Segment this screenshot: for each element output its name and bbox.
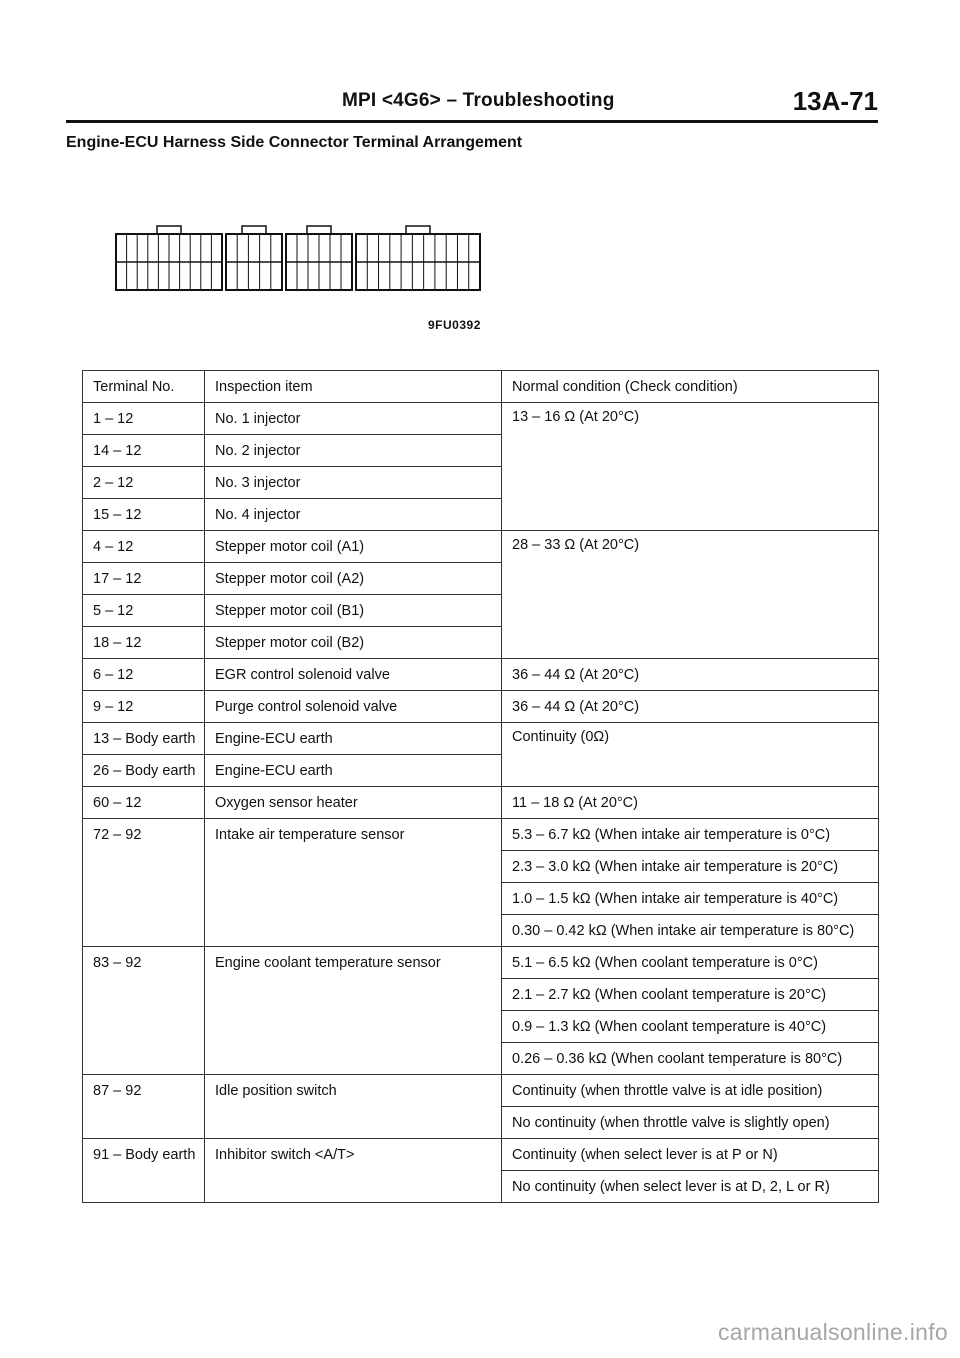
terminal-cell: 13 – Body earth	[83, 723, 205, 755]
item-cell: Engine coolant temperature sensor	[205, 947, 502, 979]
condition-cell: 11 – 18 Ω (At 20°C)	[502, 787, 879, 819]
connector-latch	[406, 226, 430, 234]
table-row	[83, 979, 879, 1011]
condition-cell: 0.26 – 0.36 kΩ (When coolant temperature is 80°C)	[502, 1043, 879, 1075]
table-row	[83, 531, 879, 563]
header-inspection-item: Inspection item	[205, 371, 502, 403]
condition-cell: Continuity (when throttle valve is at idle position)	[502, 1075, 879, 1107]
item-cell: No. 4 injector	[205, 499, 502, 531]
terminal-cell	[83, 1171, 205, 1203]
item-cell	[205, 1171, 502, 1203]
header-title: MPI <4G6> – Troubleshooting	[342, 90, 615, 111]
item-cell: No. 2 injector	[205, 435, 502, 467]
item-cell: EGR control solenoid valve	[205, 659, 502, 691]
table-row	[83, 403, 879, 435]
connector-latch	[242, 226, 266, 234]
condition-cell: 1.0 – 1.5 kΩ (When intake air temperature is 40°C)	[502, 883, 879, 915]
table-row	[83, 947, 879, 979]
condition-cell: 0.9 – 1.3 kΩ (When coolant temperature is 40°C)	[502, 1011, 879, 1043]
item-cell: Inhibitor switch <A/T>	[205, 1139, 502, 1171]
item-cell	[205, 915, 502, 947]
item-cell: No. 1 injector	[205, 403, 502, 435]
terminal-cell	[83, 979, 205, 1011]
table-row	[83, 1107, 879, 1139]
item-cell	[205, 979, 502, 1011]
terminal-cell: 17 – 12	[83, 563, 205, 595]
terminal-cell	[83, 883, 205, 915]
item-cell: Intake air temperature sensor	[205, 819, 502, 851]
table-row	[83, 819, 879, 851]
item-cell: Oxygen sensor heater	[205, 787, 502, 819]
condition-cell: 13 – 16 Ω (At 20°C)	[502, 403, 879, 531]
condition-cell: No continuity (when select lever is at D, 2, L or R)	[502, 1171, 879, 1203]
table-row	[83, 1075, 879, 1107]
header-terminal-no: Terminal No.	[83, 371, 205, 403]
figure-code: 9FU0392	[428, 318, 481, 332]
terminal-cell: 4 – 12	[83, 531, 205, 563]
table-header-row	[83, 371, 879, 403]
item-cell: Engine-ECU earth	[205, 723, 502, 755]
section-title: Engine-ECU Harness Side Connector Terminal Arrangement	[66, 134, 523, 151]
item-cell	[205, 851, 502, 883]
table-row	[83, 691, 879, 723]
item-cell	[205, 1043, 502, 1075]
terminal-cell: 15 – 12	[83, 499, 205, 531]
terminal-cell: 26 – Body earth	[83, 755, 205, 787]
terminal-cell	[83, 1011, 205, 1043]
item-cell: Stepper motor coil (B1)	[205, 595, 502, 627]
table-row	[83, 1171, 879, 1203]
item-cell: Stepper motor coil (B2)	[205, 627, 502, 659]
terminal-cell: 18 – 12	[83, 627, 205, 659]
terminal-cell	[83, 1107, 205, 1139]
connector-terminal-diagram	[114, 222, 484, 294]
condition-cell: No continuity (when throttle valve is slightly open)	[502, 1107, 879, 1139]
item-cell: Purge control solenoid valve	[205, 691, 502, 723]
watermark: carmanualsonline.info	[717, 1319, 948, 1345]
condition-cell: 36 – 44 Ω (At 20°C)	[502, 691, 879, 723]
terminal-cell: 91 – Body earth	[83, 1139, 205, 1171]
item-cell	[205, 883, 502, 915]
table-row	[83, 1011, 879, 1043]
terminal-cell	[83, 851, 205, 883]
terminal-cell: 9 – 12	[83, 691, 205, 723]
condition-cell: 5.3 – 6.7 kΩ (When intake air temperature is 0°C)	[502, 819, 879, 851]
inspection-table	[82, 370, 879, 1203]
table-row	[83, 659, 879, 691]
terminal-cell: 5 – 12	[83, 595, 205, 627]
item-cell: Engine-ECU earth	[205, 755, 502, 787]
terminal-cell: 60 – 12	[83, 787, 205, 819]
terminal-cell	[83, 1043, 205, 1075]
table-row	[83, 723, 879, 755]
terminal-cell: 2 – 12	[83, 467, 205, 499]
item-cell	[205, 1107, 502, 1139]
terminal-cell: 1 – 12	[83, 403, 205, 435]
page-header	[66, 86, 878, 123]
item-cell: Stepper motor coil (A1)	[205, 531, 502, 563]
item-cell	[205, 1011, 502, 1043]
item-cell: Stepper motor coil (A2)	[205, 563, 502, 595]
terminal-cell: 14 – 12	[83, 435, 205, 467]
condition-cell: Continuity (when select lever is at P or N)	[502, 1139, 879, 1171]
table-row	[83, 883, 879, 915]
header-normal-condition: Normal condition (Check condition)	[502, 371, 879, 403]
condition-cell: 5.1 – 6.5 kΩ (When coolant temperature is 0°C)	[502, 947, 879, 979]
table-row	[83, 851, 879, 883]
condition-cell: 0.30 – 0.42 kΩ (When intake air temperature is 80°C)	[502, 915, 879, 947]
table-row	[83, 1043, 879, 1075]
terminal-cell: 72 – 92	[83, 819, 205, 851]
connector-latch	[307, 226, 331, 234]
item-cell: Idle position switch	[205, 1075, 502, 1107]
condition-cell: Continuity (0Ω)	[502, 723, 879, 787]
condition-cell: 2.3 – 3.0 kΩ (When intake air temperature is 20°C)	[502, 851, 879, 883]
table-row	[83, 915, 879, 947]
page-number: 13A-71	[792, 86, 878, 116]
item-cell: No. 3 injector	[205, 467, 502, 499]
connector-latch	[157, 226, 181, 234]
table-row	[83, 787, 879, 819]
terminal-cell	[83, 915, 205, 947]
terminal-cell: 87 – 92	[83, 1075, 205, 1107]
table-row	[83, 1139, 879, 1171]
condition-cell: 36 – 44 Ω (At 20°C)	[502, 659, 879, 691]
condition-cell: 2.1 – 2.7 kΩ (When coolant temperature is 20°C)	[502, 979, 879, 1011]
condition-cell: 28 – 33 Ω (At 20°C)	[502, 531, 879, 659]
terminal-cell: 83 – 92	[83, 947, 205, 979]
terminal-cell: 6 – 12	[83, 659, 205, 691]
